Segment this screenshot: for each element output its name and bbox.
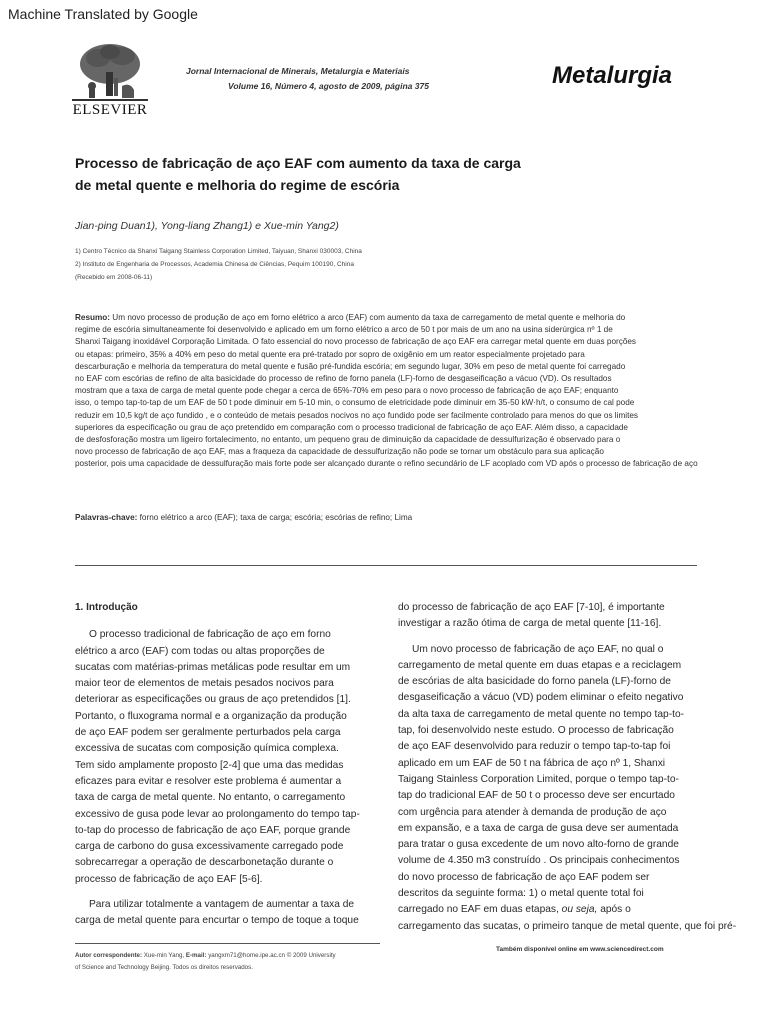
machine-translation-banner: Machine Translated by Google — [8, 6, 198, 22]
body-line: aplicado em um EAF de 50 t na fábrica de aço nº 1, Shanxi — [398, 757, 666, 769]
footnote-text: yangxm71@home.ipe.ac.cn © 2009 University — [206, 952, 336, 959]
authors: Jian-ping Duan1), Yong-liang Zhang1) e Xue-min Yang2) — [75, 220, 339, 232]
abstract — [75, 312, 767, 471]
right-column — [398, 600, 737, 935]
elsevier-logo — [68, 42, 152, 118]
journal-info — [186, 66, 429, 91]
affiliations — [75, 248, 362, 287]
body-line: excessiva de sucatas com composição química complexa. — [75, 743, 339, 755]
body-line: volume de 4.350 m3 construído . Os principais conhecimentos — [398, 855, 680, 867]
abstract-line: de desfosforação mostra um ligeiro fortalecimento, no entanto, um pequeno grau de diminuição da capacidade de dessulfurização é observado para o — [75, 435, 621, 445]
section-title: Metalurgia — [552, 62, 673, 89]
elsevier-tree-icon — [68, 42, 152, 104]
abstract-line: mostram que a taxa de carga de metal quente pode chegar a cerca de 65%-70% em peso para o novo processo de fabricação de aço EAF; enquanto — [75, 386, 619, 396]
body-line — [398, 902, 703, 918]
received-date: (Recebido em 2008-06-11) — [75, 274, 153, 281]
body-line: com urgência para atender à demanda de produção de aço — [398, 806, 667, 818]
body-line: da alta taxa de carregamento de metal quente no tempo tap-to- — [398, 708, 684, 720]
body-line: carregamento de metal quente em duas etapas e a reciclagem — [398, 659, 682, 671]
abstract-line: posterior, pois uma capacidade de dessulfuração mais forte pode ser alcançado durante o refino secundário de LF acoplado com VD após o processo de fabricação de aço — [75, 459, 698, 469]
body-line: Tem sido amplamente proposto [2-4] que uma das medidas — [75, 759, 344, 771]
body-line: Taigang Stainless Corporation Limited, porque o tempo tap-to- — [398, 773, 679, 785]
body-line: sobrecarregar a operação de descarbonetação durante o — [75, 857, 334, 869]
keywords-label: Palavras-chave: — [75, 513, 138, 522]
body-line: tap, foi desenvolvido neste estudo. O processo de fabricação — [398, 725, 674, 737]
abstract-line: Shanxi Taigang inoxidável Corporação Limitada. O fato essencial do novo processo de fabricação de aço EAF era carregar metal quente em duas porções — [75, 337, 637, 347]
abstract-line: descarburação e melhoria da temperatura do metal quente e fusão pré-fundida escória; em segundo lugar, 30% em peso de metal quente foi carregado — [75, 361, 626, 371]
body-line: desgaseificação a vácuo (VD) podem eliminar o efeito negativo — [398, 692, 684, 704]
body-line: descritos da seguinte forma: 1) o metal quente total foi — [398, 888, 644, 900]
body-line: investigar a razão ótima de carga de metal quente [11-16]. — [398, 618, 662, 630]
body-line: em expansão, e a taxa de carga de gusa deve ser aumentada — [398, 822, 679, 834]
body-text: carregado no EAF em duas etapas, — [398, 904, 562, 916]
footnote-divider — [75, 943, 380, 944]
body-line: Para utilizar totalmente a vantagem de aumentar a taxa de — [89, 899, 355, 911]
body-line: eficazes para evitar e resolver este problema é aumentar a — [75, 775, 342, 787]
abstract-line: no EAF com escórias de refino de alta basicidade do processo de refino de forno panela (LF)-forno de desgaseificação a vácuo (VD). Os resultados — [75, 374, 612, 384]
abstract-line: superiores da especificação ou grau de aço pretendido em comparação com o processo tradicional de fabricação de aço EAF. Além disso, a capacidade — [75, 422, 628, 432]
body-line: carregamento das sucatas, o primeiro tanque de metal quente, que foi pré- — [398, 920, 737, 932]
body-line: elétrico a arco (EAF) com todas ou altas proporções de — [75, 645, 325, 657]
body-line: sucatas com matérias-primas metálicas pode resultar em um — [75, 661, 351, 673]
abstract-text: Um novo processo de produção de aço em forno elétrico a arco (EAF) com aumento da taxa de carregamento de metal quente e melhoria do — [110, 313, 626, 322]
section-divider — [75, 565, 697, 566]
body-line: Portanto, o fluxograma normal e a organização da produção — [75, 710, 347, 722]
journal-issue: Volume 16, Número 4, agosto de 2009, página 375 — [228, 81, 429, 91]
body-text: após o — [597, 904, 631, 916]
keywords — [75, 513, 412, 522]
body-line: Um novo processo de fabricação de aço EAF, no qual o — [412, 643, 664, 655]
keywords-text: forno elétrico a arco (EAF); taxa de carga; escória; escórias de refino; Lima — [137, 513, 413, 522]
body-line: carga de carbono do gusa excessivamente carregado pode — [75, 841, 344, 853]
body-line: de escórias de alta basicidade do forno panela (LF)-forno de — [398, 676, 671, 688]
body-line: taxa de carga de metal quente. No entanto, o carregamento — [75, 792, 346, 804]
abstract-line: reduzir em 10,5 kg/t de aço fundido , e o conteúdo de metais pesados nocivos no aço fundido pode ser facilmente controlado para menos do que os limites — [75, 410, 639, 420]
email-label: E-mail: — [185, 952, 207, 959]
left-column — [75, 600, 380, 930]
corresponding-author-footnote — [75, 950, 385, 974]
abstract-line: isso, o tempo tap-to-tap de um EAF de 50 t pode diminuir em 5-10 min, o consumo de eletricidade pode diminuir em 35-50 kW·h/t, o consumo de cal pode — [75, 398, 635, 408]
intro-heading: 1. Introdução — [75, 602, 138, 613]
abstract-line: ou etapas: primeiro, 35% a 40% em peso do metal quente era pré-tratado por sopro de oxigênio em um reator especialmente projetado para — [75, 349, 585, 359]
body-line: de aço EAF desenvolvido para reduzir o tempo tap-to-tap foi — [398, 741, 671, 753]
body-line: de aço EAF podem ser geralmente perturbados pela carga — [75, 727, 341, 739]
sciencedirect-note: Também disponível online em www.sciencedirect.com — [496, 946, 664, 953]
body-line: maior teor de elementos de metais pesados nocivos para — [75, 678, 334, 690]
title-line: de metal quente e melhoria do regime de escória — [75, 177, 400, 193]
affiliation-line: 2) Instituto de Engenharia de Processos, Academia Chinesa de Ciências, Pequim 100190, China — [75, 261, 354, 268]
abstract-line: novo processo de fabricação de aço EAF, mas a fraqueza da capacidade de dessulfurização não pode se tornar um obstáculo para sua aplicação — [75, 447, 604, 457]
abstract-line: regime de escória simultaneamente foi desenvolvido e aplicado em um forno elétrico a arco de 50 t por mais de um ano na usina siderúrgica nº 1 de — [75, 325, 613, 335]
footnote-label: Autor correspondente: — [75, 952, 143, 959]
footnote-text: Xue-min Yang, — [142, 952, 186, 959]
paper-title — [75, 152, 695, 196]
body-line: excessivo de gusa pode levar ao prolongamento do tempo tap- — [75, 808, 360, 820]
emphasis-text: ou seja, — [561, 904, 598, 916]
body-line: deteriorar as especificações ou graus de aço pretendidos [1]. — [75, 694, 351, 706]
body-line: do processo de fabricação de aço EAF [7-10], é importante — [398, 602, 665, 613]
body-line: processo de fabricação de aço EAF [5-6]. — [75, 873, 263, 885]
abstract-label: Resumo: — [75, 313, 111, 322]
body-line: tap do tradicional EAF de 50 t o processo deve ser encurtado — [398, 790, 675, 802]
affiliation-line: 1) Centro Técnico da Shanxi Taigang Stainless Corporation Limited, Taiyuan, Shanxi 030003, China — [75, 248, 362, 255]
body-line: do novo processo de fabricação de aço EAF podem ser — [398, 871, 650, 883]
title-line: Processo de fabricação de aço EAF com aumento da taxa de carga — [75, 155, 521, 171]
body-line: to-tap do processo de fabricação de aço EAF, porque grande — [75, 824, 351, 836]
journal-name: Jornal Internacional de Minerais, Metalurgia e Materiais — [186, 66, 410, 76]
body-line: O processo tradicional de fabricação de aço em forno — [89, 629, 331, 641]
elsevier-wordmark: ELSEVIER — [72, 102, 148, 118]
abstract-line — [75, 312, 767, 324]
body-line: para tratar o gusa excedente de um novo alto-forno de grande — [398, 839, 679, 851]
body-line: carga de metal quente para encurtar o tempo de toque a toque — [75, 915, 359, 927]
footnote-copyright: of Science and Technology Beijing. Todos os direitos reservados. — [75, 964, 253, 971]
